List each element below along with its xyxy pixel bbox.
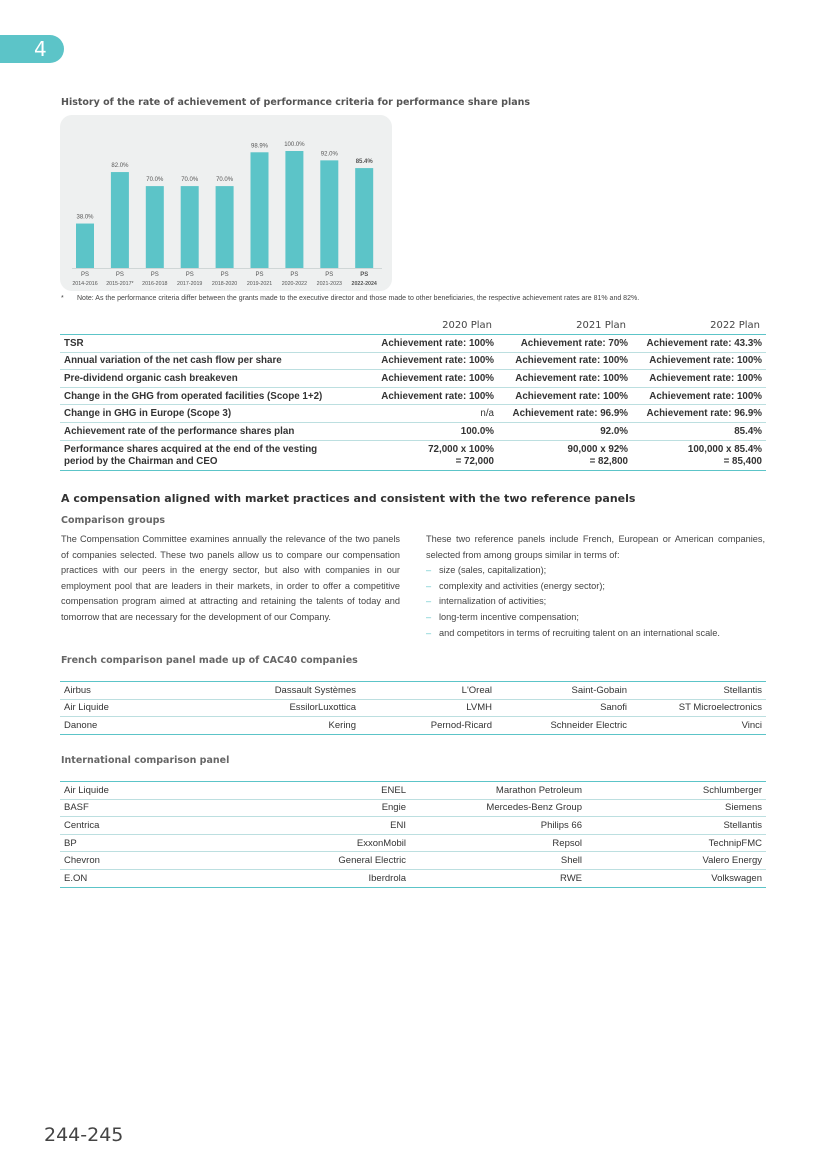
company-cell: Saint-Gobain (496, 682, 631, 700)
footnote-marker: * (61, 295, 64, 302)
tick-label-prefix: PS (80, 272, 90, 278)
bar-2018-2020 (216, 186, 234, 268)
cell-2020 (364, 440, 498, 470)
tick-label-prefix: PS (185, 272, 194, 278)
chart-container (60, 115, 392, 291)
tick-label: 2016-2018 (142, 281, 168, 287)
bar-2015-2017* (111, 172, 129, 268)
tick-label: 2014-2016 (72, 281, 98, 287)
company-cell: Vinci (631, 717, 766, 735)
tick-label-prefix: PS (360, 272, 369, 278)
table-row (60, 852, 766, 870)
calc-line: 100,000 x 85.4% (687, 443, 762, 455)
criterion-label: Annual variation of the net cash flow per share (60, 352, 364, 370)
company-cell: Airbus (60, 682, 160, 700)
tick-label: 2017-2019 (177, 281, 203, 287)
criterion-label: TSR (60, 335, 364, 353)
data-label: 70.0% (181, 177, 199, 184)
cell-2020: n/a (364, 405, 498, 423)
bar-2014-2016 (76, 224, 94, 268)
data-label: 70.0% (216, 177, 234, 184)
data-label: 82.0% (111, 163, 129, 170)
company-cell: BASF (60, 799, 180, 817)
tick-label-prefix: PS (220, 272, 229, 278)
company-cell: Valero Energy (586, 852, 766, 870)
company-cell: Schlumberger (586, 782, 766, 800)
data-label: 92.0% (320, 151, 338, 158)
list-item: – size (sales, capitalization); (426, 563, 765, 579)
table-row (60, 834, 766, 852)
tick-label-prefix: PS (150, 272, 159, 278)
list-item: – complexity and activities (energy sector); (426, 579, 765, 595)
criterion-label: Achievement rate of the performance shares plan (60, 422, 364, 440)
table-row (60, 387, 766, 405)
cell-2022: Achievement rate: 100% (632, 352, 766, 370)
tick-label-prefix: PS (325, 272, 334, 278)
reference-panels-intro: These two reference panels include French, European or American companies, selected from among groups similar in terms of: (426, 534, 765, 560)
data-label: 100.0% (284, 142, 305, 148)
cell-2020: Achievement rate: 100% (364, 352, 498, 370)
chart-title: History of the rate of achievement of performance criteria for performance share plans (61, 97, 531, 108)
criterion-label: Change in GHG in Europe (Scope 3) (60, 405, 364, 423)
cell-2022: 85.4% (632, 422, 766, 440)
company-cell: General Electric (180, 852, 410, 870)
tick-label-prefix: PS (290, 272, 299, 278)
header-2021-plan: 2021 Plan (498, 318, 632, 335)
company-cell: Marathon Petroleum (410, 782, 586, 800)
data-label: 98.9% (250, 143, 269, 150)
cell-2020: Achievement rate: 100% (364, 387, 498, 405)
header-empty (60, 318, 364, 335)
company-cell: RWE (410, 869, 586, 887)
performance-criteria-table (60, 318, 766, 471)
company-cell: Shell (410, 852, 586, 870)
bar-2017-2019 (181, 186, 199, 268)
cell-2020: Achievement rate: 100% (364, 370, 498, 388)
cell-2021: Achievement rate: 100% (498, 352, 632, 370)
cell-2022: Achievement rate: 96.9% (632, 405, 766, 423)
criterion-label: Change in the GHG from operated facilities (Scope 1+2) (60, 387, 364, 405)
list-item: – and competitors in terms of recruiting talent on an international scale. (426, 626, 765, 642)
table-row (60, 352, 766, 370)
cell-2021: Achievement rate: 96.9% (498, 405, 632, 423)
data-label: 38.0% (76, 214, 94, 221)
table-row (60, 682, 766, 700)
company-cell: Schneider Electric (496, 717, 631, 735)
section-title: A compensation aligned with market practices and consistent with the two reference panels (61, 492, 636, 505)
company-cell: ST Microelectronics (631, 699, 766, 717)
criteria-list (426, 563, 765, 641)
cell-2022 (632, 440, 766, 470)
table-row (60, 370, 766, 388)
comparison-groups-paragraph: The Compensation Committee examines annually the relevance of the two panels of companies selected. These two panels allow us to compare our compensation practices with our peers in the energy sector, but also with companies in our employment pool that are leaders in their markets, in order to offer a competitive compensation program aimed at attracting and retaining the talents of today and tomorrow that are necessary for the development of our Company. (61, 534, 400, 622)
cell-2021: 92.0% (498, 422, 632, 440)
section-number-tab: 4 (0, 35, 64, 63)
table-row (60, 422, 766, 440)
bar-2020-2022 (285, 151, 303, 268)
table-header-row (60, 318, 766, 335)
header-2020-plan: 2020 Plan (364, 318, 498, 335)
table-row (60, 817, 766, 835)
table-row (60, 717, 766, 735)
international-panel-title: International comparison panel (61, 755, 230, 766)
company-cell: Kering (160, 717, 360, 735)
company-cell: BP (60, 834, 180, 852)
table-row (60, 799, 766, 817)
company-cell: Dassault Systèmes (160, 682, 360, 700)
company-cell: Air Liquide (60, 782, 180, 800)
international-panel-table (60, 781, 766, 888)
bar-2016-2018 (146, 186, 164, 268)
cell-2021: Achievement rate: 100% (498, 387, 632, 405)
cell-2021 (498, 440, 632, 470)
calc-line: 90,000 x 92% (567, 443, 628, 455)
company-cell: Pernod-Ricard (360, 717, 496, 735)
criterion-label (60, 440, 364, 470)
tick-label-prefix: PS (255, 272, 264, 278)
company-cell: Air Liquide (60, 699, 160, 717)
company-cell: Philips 66 (410, 817, 586, 835)
french-panel-title: French comparison panel made up of CAC40 companies (61, 655, 358, 666)
company-cell: Siemens (586, 799, 766, 817)
company-cell: L'Oreal (360, 682, 496, 700)
cell-2022: Achievement rate: 43.3% (632, 335, 766, 353)
company-cell: Volkswagen (586, 869, 766, 887)
company-cell: Centrica (60, 817, 180, 835)
tick-label: 2019-2021 (246, 281, 273, 287)
company-cell: Repsol (410, 834, 586, 852)
tick-label-prefix: PS (115, 272, 124, 278)
company-cell: EssilorLuxottica (160, 699, 360, 717)
company-cell: ENI (180, 817, 410, 835)
result-line: = 85,400 (723, 455, 762, 467)
table-row (60, 405, 766, 423)
table-row (60, 869, 766, 887)
company-cell: Stellantis (586, 817, 766, 835)
label-line: period by the Chairman and CEO (64, 455, 218, 467)
cell-2021: Achievement rate: 100% (498, 370, 632, 388)
company-cell: ENEL (180, 782, 410, 800)
company-cell: TechnipFMC (586, 834, 766, 852)
tick-label: 2020-2022 (281, 281, 308, 287)
company-cell: Stellantis (631, 682, 766, 700)
bar-2022-2024 (355, 168, 373, 268)
tick-label: 2021-2023 (316, 281, 342, 287)
company-cell: Danone (60, 717, 160, 735)
footnote-text: Note: As the performance criteria differ between the grants made to the executive director and those made to other beneficiaries, the respective achievement rates are 81% and 82%. (77, 295, 640, 302)
company-cell: Mercedes-Benz Group (410, 799, 586, 817)
table-row (60, 699, 766, 717)
company-cell: LVMH (360, 699, 496, 717)
list-item: – long-term incentive compensation; (426, 610, 765, 626)
tick-label: 2022-2024 (351, 281, 377, 287)
reference-panels-text (426, 532, 765, 641)
company-cell: Chevron (60, 852, 180, 870)
page-number: 244-245 (44, 1124, 124, 1146)
table-row (60, 335, 766, 353)
cell-2020: 100.0% (364, 422, 498, 440)
bar-2019-2021 (251, 152, 269, 268)
header-2022-plan: 2022 Plan (632, 318, 766, 335)
tick-label: 2018-2020 (211, 281, 238, 287)
company-cell: Iberdrola (180, 869, 410, 887)
result-line: = 82,800 (589, 455, 628, 467)
criterion-label: Pre-dividend organic cash breakeven (60, 370, 364, 388)
table-row-shares-acquired (60, 440, 766, 470)
calc-line: 72,000 x 100% (428, 443, 494, 455)
result-line: = 72,000 (455, 455, 494, 467)
comparison-groups-title: Comparison groups (61, 515, 166, 526)
company-cell: Sanofi (496, 699, 631, 717)
cell-2022: Achievement rate: 100% (632, 387, 766, 405)
table-row (60, 782, 766, 800)
cell-2020: Achievement rate: 100% (364, 335, 498, 353)
data-label: 85.4% (355, 159, 373, 166)
cell-2021: Achievement rate: 70% (498, 335, 632, 353)
french-panel-table (60, 681, 766, 735)
bar-2021-2023 (320, 160, 338, 268)
tick-label: 2015-2017* (106, 281, 134, 287)
cell-2022: Achievement rate: 100% (632, 370, 766, 388)
list-item: – internalization of activities; (426, 594, 765, 610)
bar-chart (60, 115, 392, 291)
company-cell: ExxonMobil (180, 834, 410, 852)
data-label: 70.0% (146, 177, 164, 184)
company-cell: E.ON (60, 869, 180, 887)
label-line: Performance shares acquired at the end of the vesting (64, 443, 318, 455)
company-cell: Engie (180, 799, 410, 817)
footnote (61, 295, 639, 302)
